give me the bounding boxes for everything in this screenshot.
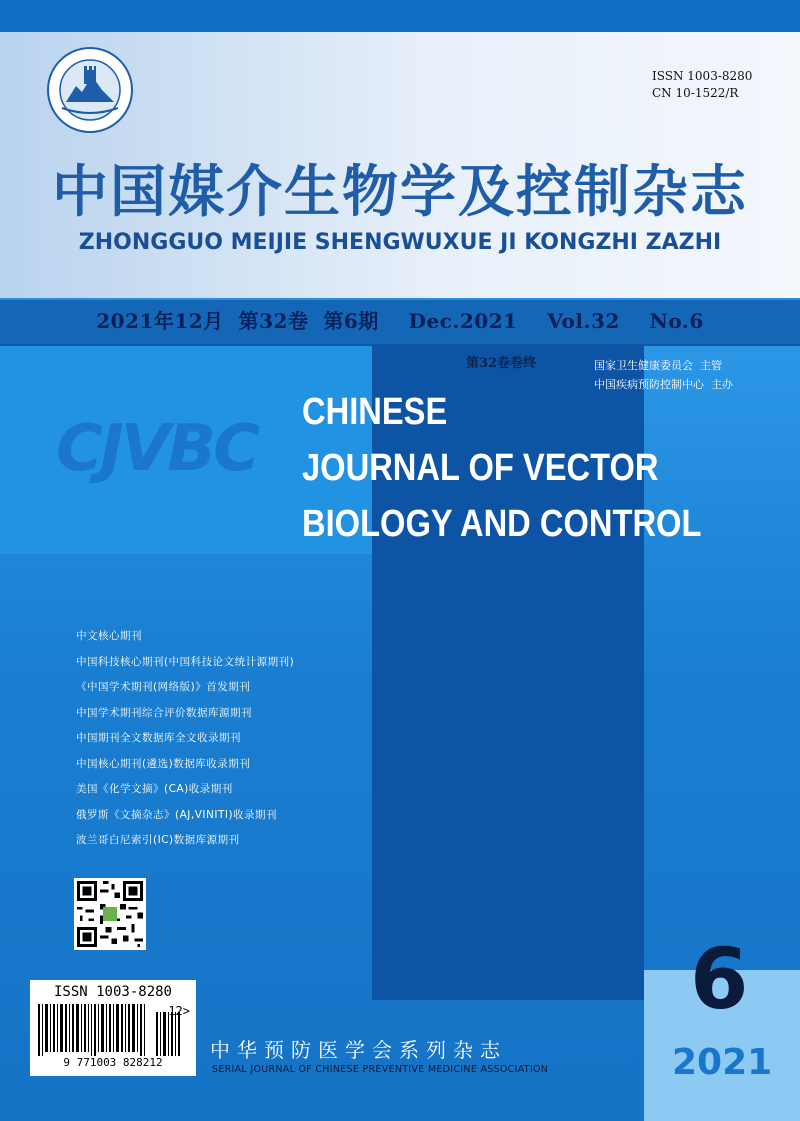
issue-year: 2021 xyxy=(672,1042,773,1083)
index-item: 美国《化学文摘》(CA)收录期刊 xyxy=(76,783,233,795)
indexing-list xyxy=(76,624,294,854)
index-item: 中文核心期刊 xyxy=(76,630,142,642)
index-item: 俄罗斯《文摘杂志》(AJ,VINITI)收录期刊 xyxy=(76,808,278,821)
index-item: 《中国学术期刊(网络版)》首发期刊 xyxy=(76,681,251,693)
issn-cn-block xyxy=(652,68,752,102)
sponsor-line: 国家卫生健康委员会 主管 xyxy=(594,359,722,372)
index-item: 中国期刊全文数据库全文收录期刊 xyxy=(76,732,241,744)
journal-title-chinese: 中国媒介生物学及控制杂志 xyxy=(52,159,748,225)
volume-end-label: 第32卷卷终 xyxy=(466,356,537,371)
series-name-english: SERIAL JOURNAL OF CHINESE PREVENTIVE MEDICINE ASSOCIATION xyxy=(212,1064,549,1075)
barcode-issn: ISSN 1003-8280 xyxy=(53,984,172,1000)
top-bar xyxy=(0,0,800,32)
title-en-line: JOURNAL OF VECTOR xyxy=(302,447,659,489)
title-en-line: CHINESE xyxy=(302,391,448,433)
society-seal-icon xyxy=(46,46,134,134)
barcode-digits xyxy=(30,1004,196,1069)
journal-title-english xyxy=(302,384,701,552)
index-item: 波兰哥白尼索引(IC)数据库源期刊 xyxy=(76,834,240,846)
barcode-addon: 12> xyxy=(168,1004,190,1018)
qr-code-icon xyxy=(74,878,146,950)
title-en-line: BIOLOGY AND CONTROL xyxy=(302,503,702,545)
journal-abbreviation: CJVBC xyxy=(56,412,258,486)
issn-label: ISSN 1003-8280 xyxy=(652,69,753,83)
barcode-number: 9 771003 828212 xyxy=(63,1056,163,1069)
issue-number: 6 xyxy=(690,930,749,1028)
series-name-chinese: 中华预防医学会系列杂志 xyxy=(210,1038,507,1062)
issue-info: 2021年12月 第32卷 第6期 Dec.2021 Vol.32 No.6 xyxy=(96,309,704,333)
sponsor-line: 中国疾病预防控制中心 主办 xyxy=(594,378,733,391)
index-item: 中国学术期刊综合评价数据库源期刊 xyxy=(76,706,252,719)
index-item: 中国科技核心期刊(中国科技论文统计源期刊) xyxy=(76,655,295,668)
index-item: 中国核心期刊(遴选)数据库收录期刊 xyxy=(76,757,251,770)
cn-label: CN 10-1522/R xyxy=(652,86,739,100)
journal-title-pinyin: ZHONGGUO MEIJIE SHENGWUXUE JI KONGZHI ZAZHI xyxy=(78,230,722,255)
barcode-icon xyxy=(38,1004,188,1060)
